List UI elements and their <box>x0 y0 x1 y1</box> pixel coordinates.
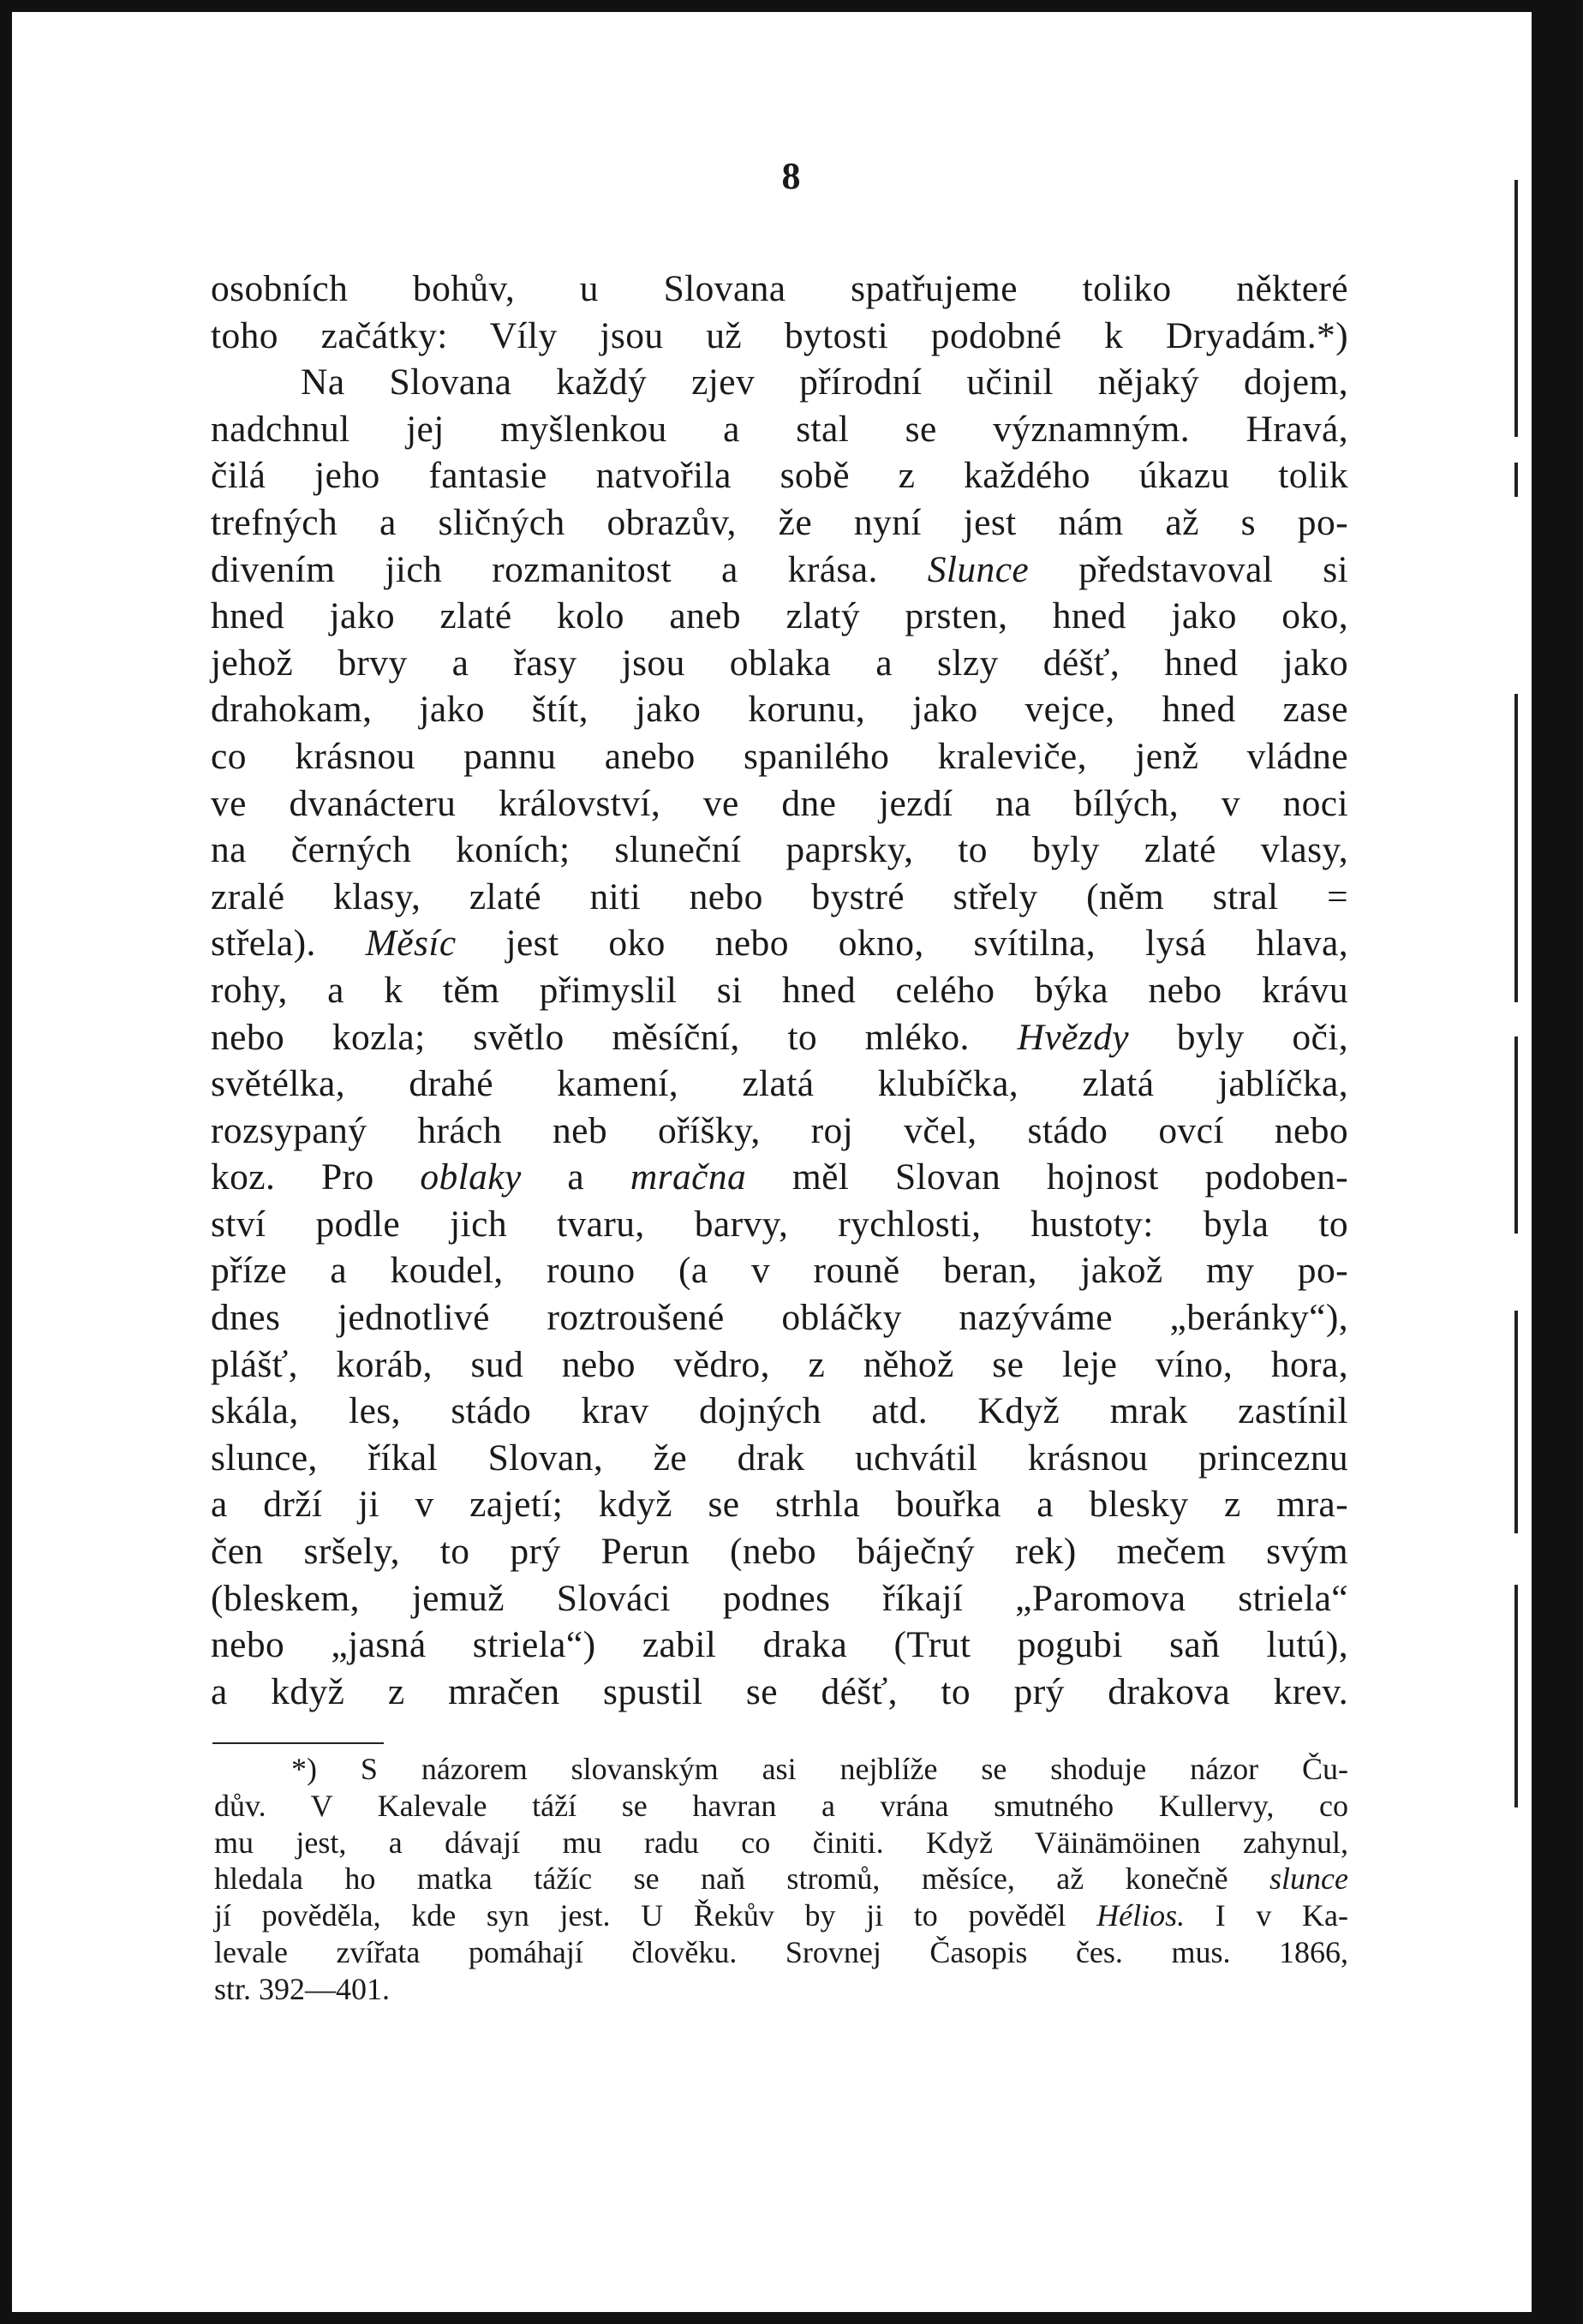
text-segment: měl Slovan hojnost podoben- <box>792 1156 1348 1198</box>
text-line: trefných a sličných obrazův, že nyní jest nám až s po- <box>211 501 1348 543</box>
text-line: toho začátky: Víly jsou už bytosti podobné k Dryadám.*) <box>211 314 1348 356</box>
edge-mark <box>1514 1585 1518 1807</box>
text-line: příze a koudel, rouno (a v rouně beran, jakož my po- <box>211 1250 1348 1292</box>
text-line: osobních bohův, u Slovana spatřujeme toliko některé <box>211 268 1348 309</box>
text-segment: byly oči, <box>1176 1016 1348 1058</box>
footnote-line <box>214 1897 1348 1934</box>
text-line <box>211 920 1348 967</box>
footnote-divider <box>212 1742 384 1744</box>
text-line <box>211 1014 1348 1061</box>
text-line: čen sršely, to prý Perun (nebo báječný rek) mečem svým <box>211 1531 1348 1573</box>
footnote-line: mu jest, a dávají mu radu co činiti. Když Väinämöinen zahynul, <box>214 1825 1348 1860</box>
text-line: slunce, říkal Slovan, že drak uchvátil krásnou princeznu <box>211 1437 1348 1479</box>
text-segment: nebo kozla; světlo měsíční, to mléko. <box>211 1016 970 1058</box>
edge-mark <box>1514 694 1518 1002</box>
text-line: a drží ji v zajetí; když se strhla bouřka a blesky z mra- <box>211 1484 1348 1526</box>
italic-term: Měsíc <box>365 923 457 965</box>
text-line: plášť, koráb, sud nebo vědro, z něhož se leje víno, hora, <box>211 1343 1348 1385</box>
main-text <box>211 266 1348 1715</box>
text-segment: představoval si <box>1078 548 1349 590</box>
edge-mark <box>1514 1311 1518 1533</box>
footnote-line <box>214 1861 1348 1897</box>
footnote-line: dův. V Kalevale táží se havran a vrána smutného Kullervy, co <box>214 1788 1348 1823</box>
text-line: drahokam, jako štít, jako korunu, jako vejce, hned zase <box>211 689 1348 731</box>
page-edge-marks <box>1509 180 1525 1807</box>
text-segment: divením jich rozmanitost a krása. <box>211 548 878 590</box>
text-line: jehož brvy a řasy jsou oblaka a slzy déšť, hned jako <box>211 642 1348 684</box>
text-segment: hledala ho matka tážíc se naň stromů, měsíce, až konečně <box>214 1861 1228 1897</box>
text-line: na černých koních; sluneční paprsky, to byly zlaté vlasy, <box>211 829 1348 871</box>
text-line <box>211 547 1348 594</box>
text-line: Na Slovana každý zjev přírodní učinil nějaký dojem, <box>301 361 1348 403</box>
italic-term: oblaky <box>420 1156 522 1198</box>
text-line: zralé klasy, zlaté niti nebo bystré střely (něm stral = <box>211 875 1348 917</box>
text-line: světélka, drahé kamení, zlatá klubíčka, zlatá jablíčka, <box>211 1063 1348 1105</box>
text-line: rozsypaný hrách neb oříšky, roj včel, stádo ovcí nebo <box>211 1109 1348 1151</box>
text-segment: střela). <box>211 923 316 965</box>
footnote-line: *) S názorem slovanským asi nejblíže se shoduje názor Ču- <box>291 1752 1348 1786</box>
text-segment: koz. Pro <box>211 1156 374 1198</box>
text-line: dnes jednotlivé roztroušené obláčky nazýváme „beránky“), <box>211 1297 1348 1339</box>
italic-term: slunce <box>1269 1861 1348 1897</box>
text-line: čilá jeho fantasie natvořila sobě z každého úkazu tolik <box>211 455 1348 497</box>
text-line: nadchnul jej myšlenkou a stal se významným. Hravá, <box>211 408 1348 450</box>
edge-mark <box>1514 463 1518 497</box>
italic-term: mračna <box>630 1156 747 1198</box>
text-line: hned jako zlaté kolo aneb zlatý prsten, hned jako oko, <box>211 595 1348 637</box>
text-line: a když z mračen spustil se déšť, to prý drakova krev. <box>211 1670 1348 1712</box>
footnote-line: str. 392—401. <box>214 1971 391 2006</box>
text-segment: jest oko nebo okno, svítilna, lysá hlava, <box>505 923 1349 965</box>
footnote-line: levale zvířata pomáhají člověku. Srovnej Časopis čes. mus. 1866, <box>214 1934 1348 1969</box>
text-line: skála, les, stádo krav dojných atd. Když mrak zastínil <box>211 1390 1348 1432</box>
edge-mark <box>1514 180 1518 437</box>
text-line <box>211 1154 1348 1201</box>
text-line: nebo „jasná striela“) zabil draka (Trut pogubi saň lutú), <box>211 1624 1348 1666</box>
text-segment: a <box>567 1156 585 1198</box>
text-line: ství podle jich tvaru, barvy, rychlosti, hustoty: byla to <box>211 1203 1348 1245</box>
text-line: co krásnou pannu anebo spanilého kraleviče, jenž vládne <box>211 735 1348 777</box>
italic-term: Hélios. <box>1096 1898 1186 1933</box>
page-number: 8 <box>781 155 802 197</box>
text-line: (bleskem, jemuž Slováci podnes říkají „Paromova striela“ <box>211 1577 1348 1619</box>
text-line: rohy, a k těm přimyslil si hned celého býka nebo krávu <box>211 969 1348 1011</box>
italic-term: Hvězdy <box>1017 1016 1129 1058</box>
text-segment: jí pověděla, kde syn jest. U Řekův by ji to pověděl <box>214 1898 1066 1933</box>
edge-mark <box>1514 1037 1518 1234</box>
text-segment: I v Ka- <box>1215 1898 1349 1933</box>
italic-term: Slunce <box>927 548 1030 590</box>
footnote <box>214 1751 1348 2008</box>
text-line: ve dvanácteru království, ve dne jezdí na bílých, v noci <box>211 782 1348 824</box>
